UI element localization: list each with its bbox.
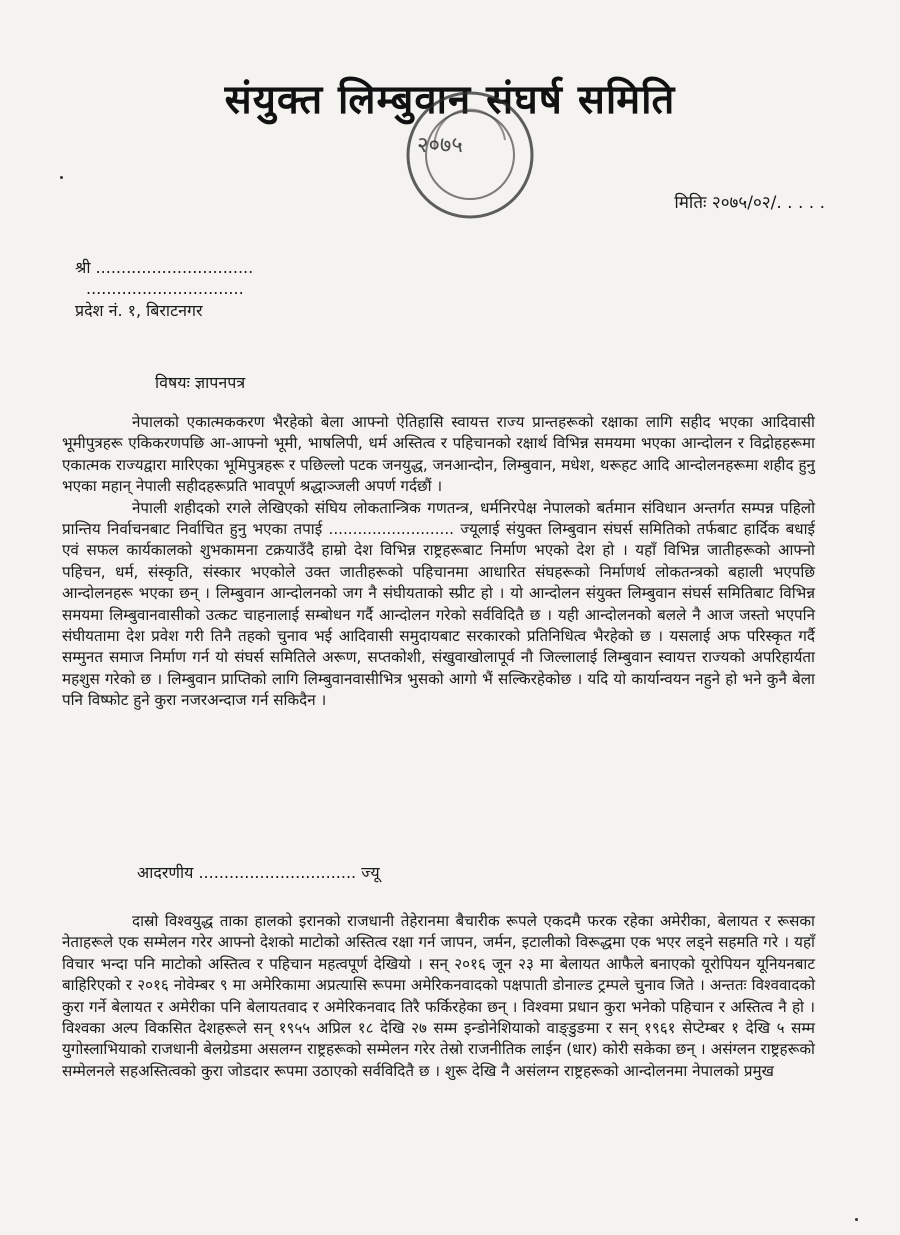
stamp-number: २०७५ (417, 133, 463, 158)
subject-line: विषयः ज्ञापनपत्र (155, 373, 246, 392)
scan-speck (855, 1218, 858, 1221)
scan-speck (60, 176, 63, 179)
salutation: आदरणीय ............................... ज्यू (137, 863, 380, 882)
body-paragraphs (62, 412, 815, 712)
date-line: मितिः २०७५/०२/. . . . . (674, 193, 825, 213)
paragraph-1: नेपालको एकात्मककरण भैरहेको बेला आफ्नो ऐतिहासि स्वायत्त राज्य प्रान्तहरूको रक्षाका लागि सहीद भएका आदिवासी भूमीपुत्रहरू एकिकरणपछि आ-आफ्नो भूमी, भाषलिपी, धर्म अस्तित्व र पहिचानको रक्षार्थ विभिन्न समयमा भएका आन्दोलन र विद्रोहहरूमा एकात्मक राज्यद्वारा मारिएका भूमिपुत्रहरू र पछिल्लो पटक जनयुद्ध, जनआन्दोन, लिम्बुवान, मधेश, थरूहट आदि आन्दोलनहरूमा शहीद हुनु भएका महान् नेपाली सहीदहरूप्रति भावपूर्ण श्रद्धाञ्जली अपर्ण गर्दछौं । (62, 413, 815, 496)
paragraph-3: दास्रो विश्वयुद्ध ताका हालको इरानको राजधानी तेहेरानमा बैचारीक रूपले एकदमै फरक रहेका अमेरीका, बेलायत र रूसका नेताहरूले एक सम्मेलन गरेर आफ्नो देशको माटोको अस्तित्व रक्षा गर्न जापन, जर्मन, इटालीको विरूद्धमा एक भएर लड्ने सहमति गरे । यहाँ विचार भन्दा पनि माटोको अस्तित्व र पहिचान महत्वपूर्ण देखियो । सन् २०१६ जून २३ मा बेलायत आफैले बनाएको यूरोपियन यूनियनबाट बाहिरिएको र २०१६ नोवेम्बर ९ मा अमेरिकामा अप्रत्यासि रूपमा अमेरिकनवादको पक्षपाती डोनाल्ड ट्रम्पले चुनाव जिते । अन्ततः विश्ववादको कुरा गर्ने बेलायत र अमेरीका पनि बेलायतवाद र अमेरिकनवाद तिरै फर्किरहेका छन् । विश्वमा प्रधान कुरा भनेको पहिचान र अस्तित्व नै हो । विश्वका अल्प विकसित देशहरूले सन् १९५५ अप्रिल १८ देखि २७ सम्म इन्डोनेशियाको वाङ्डुङमा र सन् १९६१ सेप्टेम्बर १ देखि ५ सम्म युगोस्लाभियाको राजधानी बेलग्रेडमा असलग्न राष्ट्रहरूको सम्मेलन गरेर तेस्रो राजनीतिक लाईन (धार) कोरी सकेका छन् । असंग्लन राष्ट्रहरूको सम्मेलनले सहअस्तित्वको कुरा जोडदार रूपमा उठाएको सर्वविदितै छ । शुरू देखि नै असंलग्न राष्ट्रहरूको आन्दोलनमा नेपालको प्रमुख (62, 912, 815, 1080)
body-paragraph-3 (62, 911, 815, 1082)
recipient-address: प्रदेश नं. १, बिराटनगर (75, 301, 203, 320)
paragraph-2: नेपाली शहीदको रगले लेखिएको संघिय लोकतान्त्रिक गणतन्त्र, धर्मनिरपेक्ष नेपालको बर्तमान संविधान अन्तर्गत सम्पन्न पहिलो प्रान्तिय निर्वाचनबाट निर्वाचित हुनु भएका तपाई .......................... ज्यूलाई संयुक्त लिम्बुवान संघर्स समितिको तर्फबाट हार्दिक बधाई एवं सफल कार्यकालको शुभकामना टक्रयाउँदै हाम्रो देश विभिन्न राष्ट्रहरूबाट निर्माण भएको देश हो । यहाँ विभिन्न जातीहरूको आफ्नो पहिचन, धर्म, संस्कृति, संस्कार भएकोले उक्त जातीहरूको पहिचानमा आधारित संघहरूको निर्माणर्थ लोकतन्त्रको बहाली भएपछि आन्दोलनहरू भएका छन् । लिम्बुवान आन्दोलनको जग नै संघीयताको स्प्रीट हो । यो आन्दोलन संयुक्त लिम्बुवान संघर्स समितिबाट विभिन्न समयमा लिम्बुवानवासीको उत्कट चाहनालाई सम्बोधन गर्दै आन्दोलन गरेको सर्वविदितै छ । यही आन्दोलनको बलले नै आज जस्तो भएपनि संघीयतामा देश प्रवेश गरी तिनै तहको चुनाव भई आदिवासी समुदायबाट सरकारको प्रतिनिधित्व भैरहेको छ । यसलाई अफ परिस्कृत गर्दै सम्मुनत समाज निर्माण गर्न यो संघर्स समितिले अरूण, सप्तकोशी, संखुवाखोलापूर्व नौ जिल्लालाई लिम्बुवान स्वायत्त राज्यको अपरिहार्यता महशुस गरेको छ । लिम्बुवान प्राप्तिको लागि लिम्बुवानवासीभित्र भुसको आगो भैं सल्किरहेकोछ । यदि यो कार्यान्वयन नहुने हो भने कुनै बेला पनि विष्फोट हुने कुरा नजरअन्दाज गर्न सकिदैन । (62, 498, 815, 710)
seal-stamp (395, 80, 545, 230)
recipient-line-1: श्री ............................... (75, 258, 254, 277)
organization-title: संयुक्त लिम्बुवान संघर्ष समिति (224, 77, 676, 123)
recipient-line-2: ............................... (86, 279, 244, 298)
